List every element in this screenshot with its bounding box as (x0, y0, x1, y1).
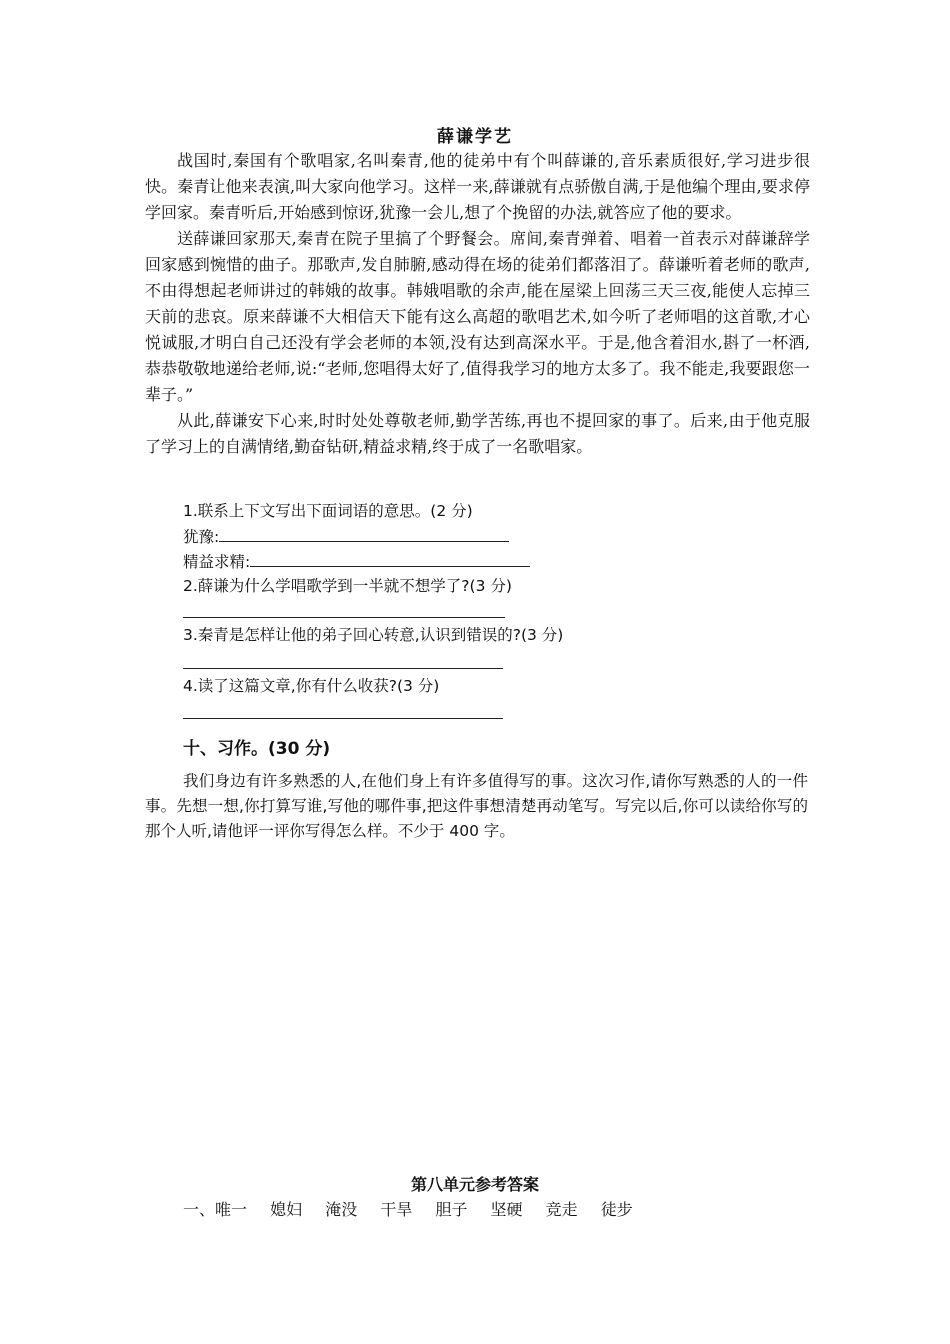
answer-line[interactable] (183, 668, 503, 669)
answer-line[interactable] (183, 617, 505, 618)
story-body (145, 148, 810, 460)
answer-line[interactable] (183, 718, 503, 719)
story-paragraph: 从此,薛谦安下心来,时时处处尊敬老师,勤学苦练,再也不提回家的事了。后来,由于他克服了学习上的自满情绪,勤奋钻研,精益求精,终于成了一名歌唱家。 (145, 411, 810, 456)
question-4: 4.读了这篇文章,你有什么收获?(3 分) (183, 677, 440, 695)
word-label: 精益求精: (183, 553, 251, 571)
question-3: 3.秦青是怎样让他的弟子回心转意,认识到错误的?(3 分) (183, 626, 564, 644)
answer-item: 徒步 (600, 1200, 633, 1219)
answer-item: 竞走 (545, 1200, 578, 1219)
answers-title: 第八单元参考答案 (410, 1175, 539, 1194)
story-paragraph: 战国时,秦国有个歌唱家,名叫秦青,他的徒弟中有个叫薛谦的,音乐素质很好,学习进步很快。秦青让他来表演,叫大家向他学习。这样一来,薛谦就有点骄傲自满,于是他编个理由,要求停学回家。秦青听后,开始感到惊讶,犹豫一会儿,想了个挽留的办法,就答应了他的要求。 (145, 151, 810, 222)
section-heading: 十、习作。(30 分) (183, 739, 331, 759)
story-title: 薛谦学艺 (437, 127, 513, 147)
answers-line (183, 1197, 651, 1220)
question-1: 1.联系上下文写出下面词语的意思。(2 分) (183, 502, 473, 520)
question-1-word-1 (183, 525, 509, 548)
answer-blank[interactable] (250, 550, 530, 567)
answer-item: 干旱 (380, 1200, 413, 1219)
question-2: 2.薛谦为什么学唱歌学到一半就不想学了?(3 分) (183, 577, 512, 595)
answer-item: 坚硬 (490, 1200, 523, 1219)
answer-item: 媳妇 (270, 1200, 303, 1219)
answer-item: 一、唯一 (183, 1200, 248, 1219)
story-paragraph: 送薛谦回家那天,秦青在院子里搞了个野餐会。席间,秦青弹着、唱着一首表示对薛谦辞学回家感到惋惜的曲子。那歌声,发自肺腑,感动得在场的徒弟们都落泪了。薛谦听着老师的歌声,不由得想起老师讲过的韩娥的故事。韩娥唱歌的余声,能在屋梁上回荡三天三夜,能使人忘掉三天前的悲哀。原来薛谦不大相信天下能有这么高超的歌唱艺术,如今听了老师唱的这首歌,才心悦诚服,才明白自己还没有学会老师的本领,没有达到高深水平。于是,他含着泪水,斟了一杯酒,恭恭敬敬地递给老师,说:“老师,您唱得太好了,值得我学习的地方太多了。我不能走,我要跟您一辈子。” (145, 229, 810, 404)
word-label: 犹豫: (183, 528, 220, 546)
essay-prompt: 我们身边有许多熟悉的人,在他们身上有许多值得写的事。这次习作,请你写熟悉的人的一件事。先想一想,你打算写谁,写他的哪件事,把这件事想清楚再动笔写。写完以后,你可以读给你写的那个人听,请他评一评你写得怎么样。不少于 400 字。 (145, 772, 808, 840)
question-1-word-2 (183, 550, 530, 573)
answer-blank[interactable] (219, 525, 509, 542)
answer-item: 淹没 (325, 1200, 358, 1219)
answer-item: 胆子 (435, 1200, 468, 1219)
